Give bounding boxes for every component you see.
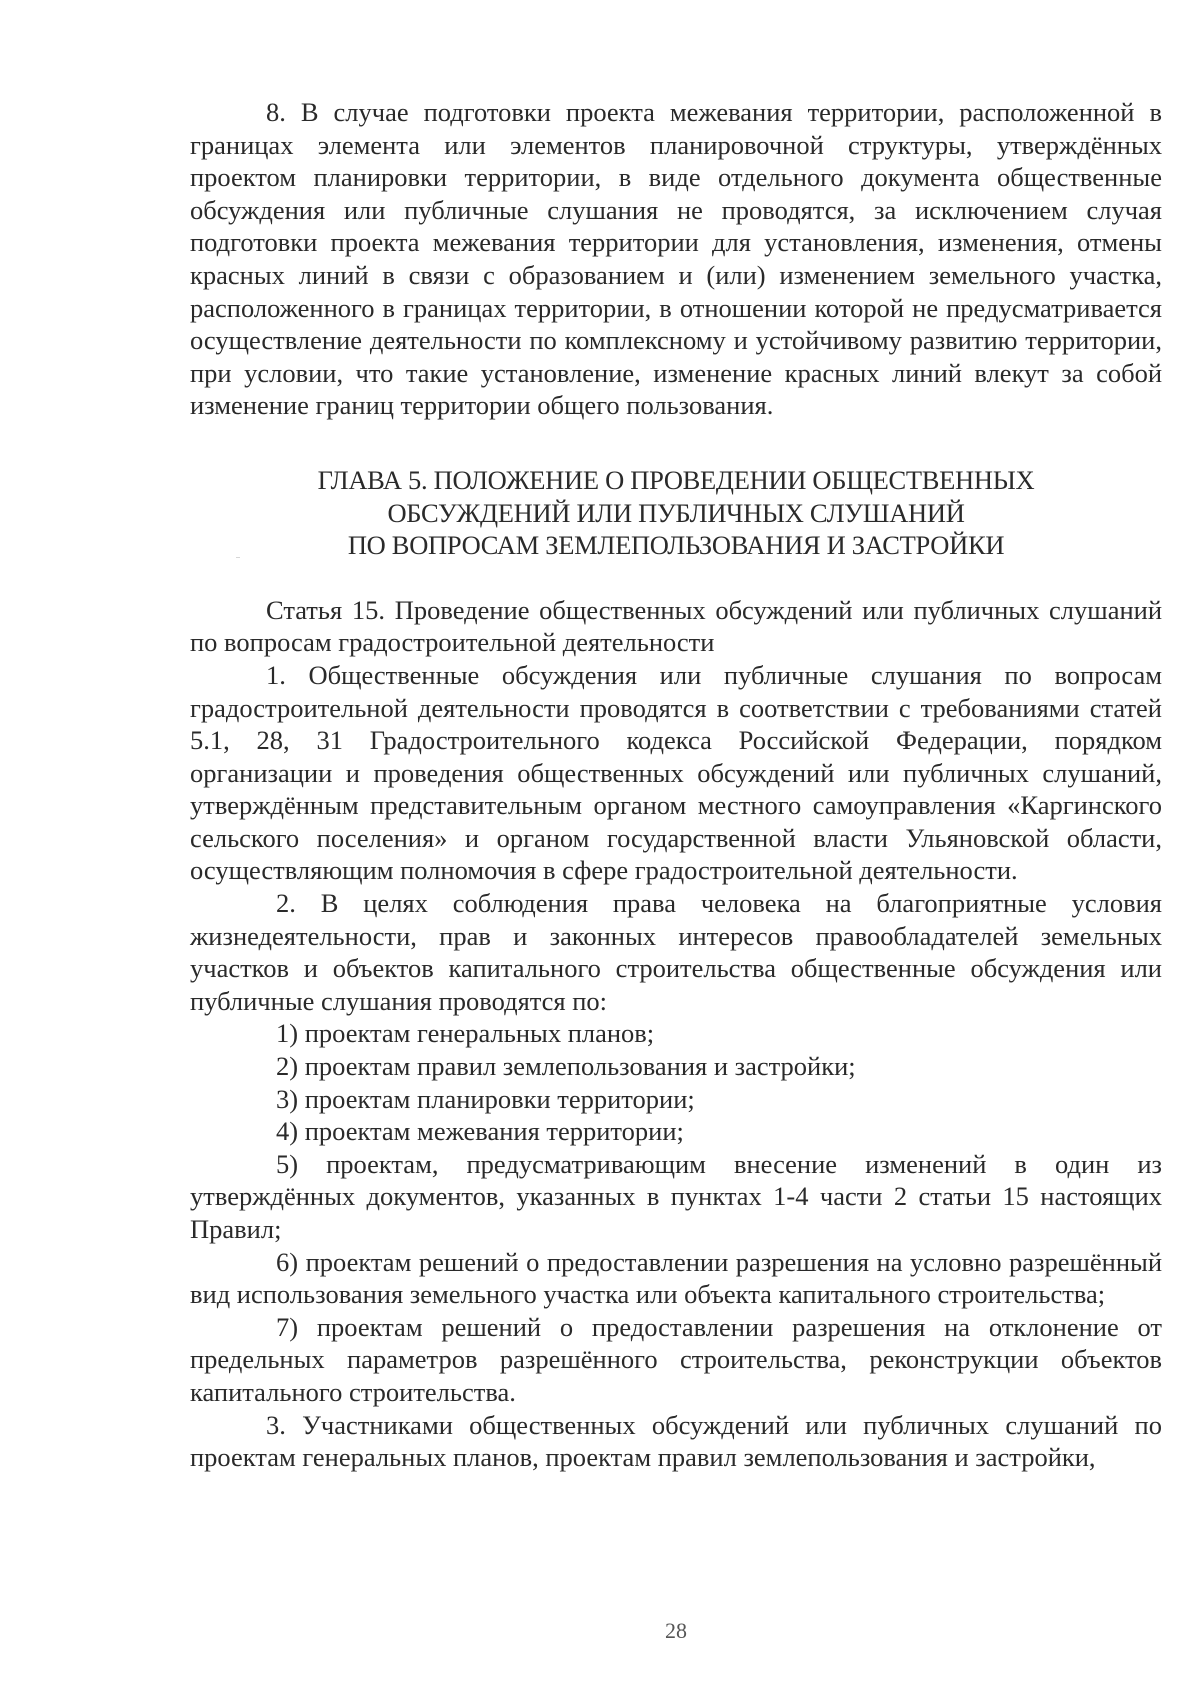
document-page <box>190 96 1162 1474</box>
item-2: 2. В целях соблюдения права человека на благоприятные условия жизнедеятельности, прав и законных интересов правообладателей земельных участков и объектов капитального строительства общественные обсуждения или публичные слушания проводятся по: <box>190 888 1162 1016</box>
page-number: 28 <box>665 1618 687 1643</box>
item-3: 3. Участниками общественных обсуждений или публичных слушаний по проектам генеральных планов, проектам правил землепользования и застройки, <box>190 1409 1162 1473</box>
chapter-heading-line-1: ГЛАВА 5. ПОЛОЖЕНИЕ О ПРОВЕДЕНИИ ОБЩЕСТВЕННЫХ <box>317 464 1035 495</box>
sub-item-4: 4) проектам межевания территории; <box>276 1116 684 1147</box>
sub-item-3: 3) проектам планировки территории; <box>276 1083 695 1114</box>
chapter-heading-line-3: ПО ВОПРОСАМ ЗЕМЛЕПОЛЬЗОВАНИЯ И ЗАСТРОЙКИ <box>347 530 1005 561</box>
sub-item-7: 7) проектам решений о предоставлении разрешения на отклонение от предельных параметров разрешённого строительства, реконструкции объектов капитального строительства. <box>190 1311 1162 1407</box>
chapter-heading-line-2: ОБСУЖДЕНИЙ ИЛИ ПУБЛИЧНЫХ СЛУШАНИЙ <box>387 497 965 528</box>
article-15-title: Статья 15. Проведение общественных обсуждений или публичных слушаний по вопросам градостроительной деятельности <box>190 594 1162 658</box>
sub-item-1: 1) проектам генеральных планов; <box>276 1018 655 1049</box>
scan-mark <box>236 557 240 558</box>
item-1: 1. Общественные обсуждения или публичные слушания по вопросам градостроительной деятельности проводятся в соответствии с требованиями статей 5.1, 28, 31 Градостроительного кодекса Российской Федерации, порядком организации и проведения общественных обсуждений или публичных слушаний, утверждённым представительным органом местного самоуправления «Каргинского сельского поселения» и органом государственной власти Ульяновской области, осуществляющим полномочия в сфере градостроительной деятельности. <box>190 659 1162 886</box>
sub-item-6: 6) проектам решений о предоставлении разрешения на условно разрешённый вид использования земельного участка или объекта капитального строительства; <box>190 1246 1162 1310</box>
sub-item-2: 2) проектам правил землепользования и застройки; <box>276 1051 856 1082</box>
chapter-heading <box>190 464 1162 562</box>
sub-item-5: 5) проектам, предусматривающим внесение изменений в один из утверждённых документов, указанных в пунктах 1-4 части 2 статьи 15 настоящих Правил; <box>190 1148 1162 1244</box>
paragraph-8: 8. В случае подготовки проекта межевания территории, расположенной в границах элемента или элементов планировочной структуры, утверждённых проектом планировки территории, в виде отдельного документа общественные обсуждения или публичные слушания не проводятся, за исключением случая подготовки проекта межевания территории для установления, изменения, отмены красных линий в связи с образованием и (или) изменением земельного участка, расположенного в границах территории, в отношении которой не предусматривается осуществление деятельности по комплексному и устойчивому развитию территории, при условии, что такие установление, изменение красных линий влекут за собой изменение границ территории общего пользования. <box>190 97 1162 421</box>
